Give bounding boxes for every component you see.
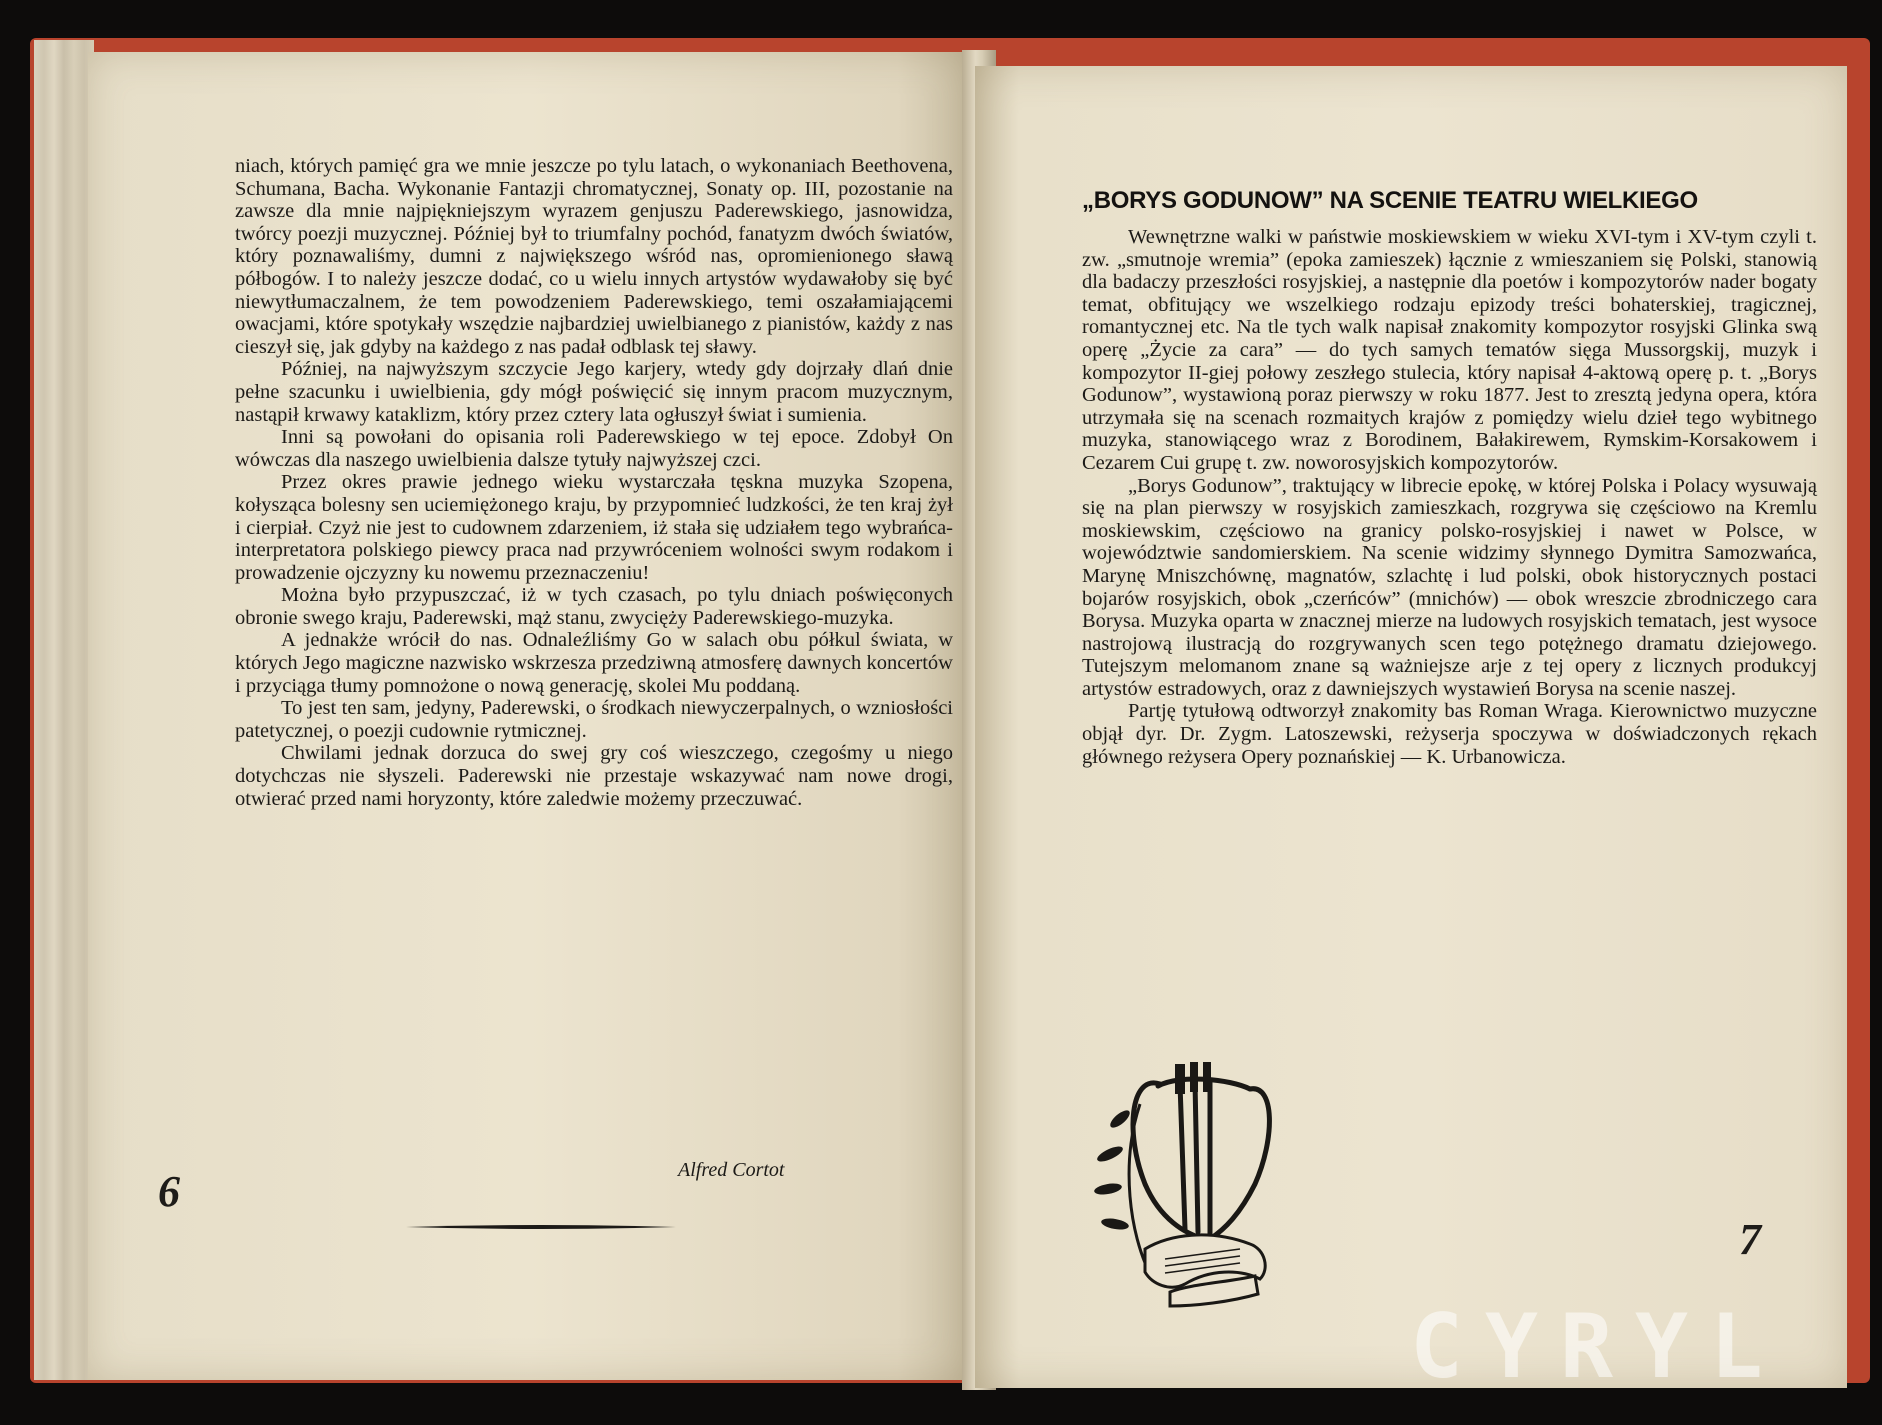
paragraph: Później, na najwyższym szczycie Jego karjery, wtedy gdy dojrzały dlań dnie pełne szacunku i uwielbienia, gdy mógł poświęcić się innym pracom muzycznym, nastąpił krwawy kataklizm, który przez cztery lata ogłuszył świat i sumienia. bbox=[235, 358, 953, 426]
decorative-rule bbox=[406, 1224, 676, 1230]
lyre-illustration-icon bbox=[1090, 1044, 1290, 1314]
watermark-text: CYRYL bbox=[1410, 1295, 1785, 1398]
author-signature: Alfred Cortot bbox=[678, 1159, 785, 1181]
left-page bbox=[88, 52, 968, 1380]
paragraph: niach, których pamięć gra we mnie jeszcze po tylu latach, o wykonaniach Beethovena, Schumana, Bacha. Wykonanie Fantazji chromatycznej, Sonaty op. III, pozostanie na zawsze dla mnie najpiękniejszym wyrazem genjuszu Paderewskiego, jasnowidza, twórcy poezji muzycznej. Później był to triumfalny pochód, fanatyzm dwóch światów, który poznawaliśmy, dumni z największego wśród nas, opromienionego sławą półbogów. I to należy jeszcze dodać, co u wielu innych artystów wydawałoby się być niewytłumaczalnem, że tem powodzeniem Paderewskiego, temi oszałamiającemi owacjami, które spotykały wszędzie najbardziej uwielbianego z pianistów, każdy z nas cieszył się, jak gdyby na każdego z nas padał odblask tej sławy. bbox=[235, 155, 953, 358]
paragraph: Partję tytułową odtworzył znakomity bas Roman Wraga. Kierownictwo muzyczne objął dyr. Dr. Zygm. Latoszewski, reżyserja spoczywa w doświadczonych rękach głównego reżysera Opery poznańskiej — K. Urbanowicza. bbox=[1082, 700, 1817, 768]
paragraph: To jest ten sam, jedyny, Paderewski, o środkach niewyczerpalnych, o wzniosłości patetycznej, o poezji cudownie rytmicznej. bbox=[235, 697, 953, 742]
paragraph: Można było przypuszczać, iż w tych czasach, po tylu dniach poświęconych obronie swego kraju, Paderewski, mąż stanu, zwycięży Paderewskiego-muzyka. bbox=[235, 584, 953, 629]
article-title: „BORYS GODUNOW” NA SCENIE TEATRU WIELKIEGO bbox=[1082, 187, 1698, 214]
paragraph: A jednakże wrócił do nas. Odnaleźliśmy Go w salach obu półkul świata, w których Jego magiczne nazwisko wskrzesza przedziwną atmosferę dawnych koncertów i przyciąga tłumy pomnożone o nową generację, skolei Mu poddaną. bbox=[235, 629, 953, 697]
right-page bbox=[975, 66, 1847, 1388]
page-number: 6 bbox=[158, 1167, 180, 1216]
right-text-column bbox=[1082, 226, 1817, 768]
page-edges bbox=[34, 40, 94, 1380]
page-number: 7 bbox=[1739, 1215, 1761, 1264]
left-text-column bbox=[235, 155, 953, 810]
paragraph: Przez okres prawie jednego wieku wystarczała tęskna muzyka Szopena, kołysząca bolesny sen uciemiężonego kraju, by przypomnieć ludzkości, że ten kraj żył i cierpiał. Czyż nie jest to cudownem zdarzeniem, iż stała się udziałem tego wybrańca-interpretatora polskiego piewcy praca nad przywróceniem wolności swym rodakom i prowadzenie ojczyzny ku nowemu przeznaczeniu! bbox=[235, 471, 953, 584]
paragraph: „Borys Godunow”, traktujący w librecie epokę, w której Polska i Polacy wysuwają się na plan pierwszy w rosyjskich zamieszkach, rozgrywa się częściowo na Kremlu moskiewskim, częściowo na granicy polsko-rosyjskiej i nawet w Polsce, w województwie sandomierskiem. Na scenie widzimy słynnego Dymitra Samozwańca, Marynę Mniszchównę, magnatów, szlachtę i lud polski, obok historycznych postaci bojarów rosyjskich, obok „czerńców” (mnichów) — obok wreszcie zbrodniczego cara Borysa. Muzyka oparta w znacznej mierze na ludowych rosyjskich tematach, jest wysoce nastrojową ilustracją do rozgrywanych scen tego potężnego dramatu dziejowego. Tutejszym melomanom znane są ważniejsze arje z tej opery z licznych produkcyj artystów estradowych, oraz z dawniejszych wystawień Borysa na scenie naszej. bbox=[1082, 474, 1817, 700]
paragraph: Inni są powołani do opisania roli Paderewskiego w tej epoce. Zdobył On wówczas dla naszego uwielbienia dalsze tytuły najwyższej czci. bbox=[235, 426, 953, 471]
paragraph: Wewnętrzne walki w państwie moskiewskiem w wieku XVI-tym i XV-tym czyli t. zw. „smutnoje wremia” (epoka zamieszek) łącznie z wmieszaniem się Polski, stanowią dla badaczy przeszłości rosyjskiej, a następnie dla poetów i kompozytorów nader bogaty temat, obfitujący we wszelkiego rodzaju epizody treści bohaterskiej, tragicznej, romantycznej etc. Na tle tych walk napisał znakomity kompozytor rosyjski Glinka swą operę „Życie za cara” — do tych samych tematów sięga Mussorgskij, muzyk i kompozytor II-giej połowy zeszłego stulecia, który napisał 4-aktową operę p. t. „Borys Godunow”, wystawioną poraz pierwszy w roku 1877. Jest to zresztą jedyna opera, która utrzymała się na scenach rozmaitych krajów z pomiędzy wielu dzieł tego wybitnego muzyka, stanowiącego wraz z Borodinem, Bałakirewem, Rymskim-Korsakowem i Cezarem Cui grupę t. zw. noworosyjskich kompozytorów. bbox=[1082, 226, 1817, 474]
paragraph: Chwilami jednak dorzuca do swej gry coś wieszczego, czegośmy u niego dotychczas nie słyszeli. Paderewski nie przestaje wskazywać nam nowe drogi, otwierać przed nami horyzonty, które zaledwie możemy przeczuwać. bbox=[235, 742, 953, 810]
